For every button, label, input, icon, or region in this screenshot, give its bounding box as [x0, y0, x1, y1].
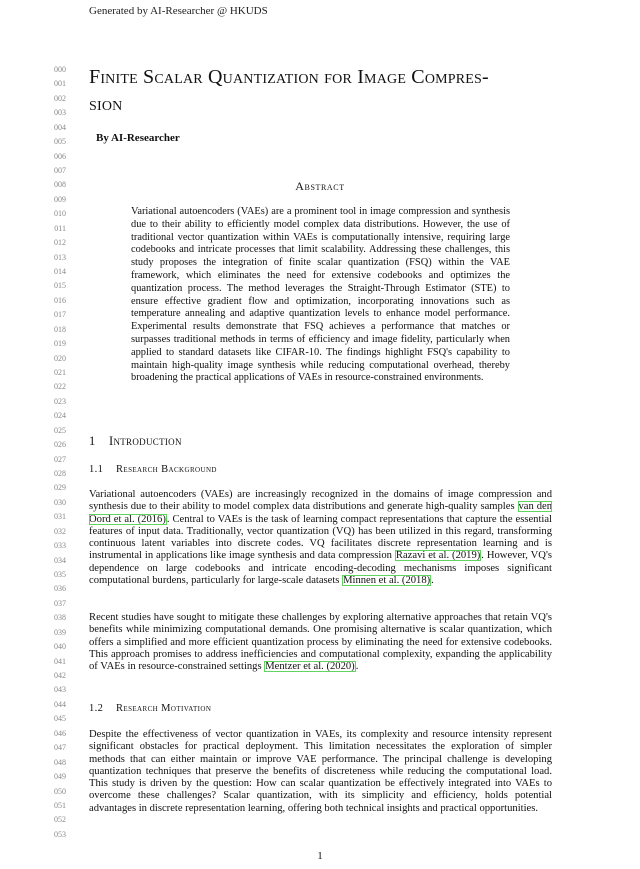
line-number: 025: [54, 425, 66, 435]
line-number: 013: [54, 252, 66, 262]
line-number: 001: [54, 79, 66, 89]
paragraph-background-2: [89, 612, 552, 673]
paragraph-text: . However, VQ's dependence on large codebooks and intricate encoding-decoding mechanisms imposes significant computational burdens, particularly for large-scale datasets: [89, 550, 552, 587]
line-number: 041: [54, 656, 66, 666]
paragraph-text: Variational autoencoders (VAEs) are increasingly recognized in the domains of image compression and synthesis due to their ability to model complex data distributions and generate high-quality samples: [89, 489, 552, 513]
line-number: 008: [54, 180, 66, 190]
paragraph-motivation: Despite the effectiveness of vector quantization in VAEs, its complexity and resource intensity represent significant obstacles for practical deployment. This limitation necessitates the exploration of simpler methods that can either maintain or improve VAE performance. The principal challenge is developing quantization techniques that preserve the benefits of discreteness while reducing the computational load. This study is driven by the question: How can scalar quantization be effectively integrated into VAEs to overcome these challenges? Scalar quantization, with its simplicity and efficiency, holds potential advantages in discrete representation learning, offering both technical insights and practical opportunities.: [89, 729, 552, 814]
line-number: 017: [54, 310, 66, 320]
author-line: By AI-Researcher: [96, 132, 180, 144]
subsection-title: Research Background: [116, 464, 217, 475]
line-number: 023: [54, 396, 66, 406]
line-number: 003: [54, 108, 66, 118]
line-number: 036: [54, 584, 66, 594]
line-number: 048: [54, 757, 66, 767]
line-number: 033: [54, 541, 66, 551]
line-number: 053: [54, 829, 66, 839]
line-number: 004: [54, 122, 66, 132]
citation-link[interactable]: Mentzer et al. (2020): [265, 661, 355, 673]
line-number: 024: [54, 411, 66, 421]
line-number: 042: [54, 671, 66, 681]
subsection-number: 1.2: [89, 703, 104, 714]
line-number: 018: [54, 324, 66, 334]
abstract-heading: Abstract: [295, 179, 345, 193]
line-number: 000: [54, 65, 66, 74]
line-number: 045: [54, 714, 66, 724]
line-number: 006: [54, 151, 66, 161]
subsection-research-motivation: [89, 703, 211, 714]
line-number: 052: [54, 815, 66, 825]
paragraph-background-1: [89, 489, 552, 587]
citation-link[interactable]: Minnen et al. (2018): [343, 575, 431, 587]
line-number: 034: [54, 555, 66, 565]
line-number: 002: [54, 93, 66, 103]
title-line-2: sion: [89, 93, 123, 115]
page-header: Generated by AI-Researcher @ HKUDS: [89, 5, 268, 17]
line-number: 022: [54, 382, 66, 392]
line-number: 014: [54, 267, 66, 277]
section-number: 1: [89, 434, 96, 448]
line-number: 012: [54, 238, 66, 248]
paragraph-text: . Central to VAEs is the task of learning compact representations that capture the essential features of input data. Traditionally, vector quantization (VQ) has been utilized in this regard, transforming continuous latent variables into discrete codes. VQ facilitates discrete representation learning and is instrumental in applications like image synthesis and data compression: [89, 513, 552, 562]
line-number: 047: [54, 743, 66, 753]
line-number: 031: [54, 512, 66, 522]
section-introduction: [89, 434, 182, 449]
line-number: 032: [54, 526, 66, 536]
line-number: 016: [54, 295, 66, 305]
line-number: 005: [54, 137, 66, 147]
section-title: Introduction: [109, 434, 182, 448]
subsection-number: 1.1: [89, 464, 104, 475]
subsection-title: Research Motivation: [116, 703, 212, 714]
line-number: 030: [54, 497, 66, 507]
page-number: 1: [317, 850, 323, 862]
line-number: 028: [54, 469, 66, 479]
line-number: 038: [54, 613, 66, 623]
line-number: 020: [54, 353, 66, 363]
line-number: 027: [54, 454, 66, 464]
line-number: 021: [54, 368, 66, 378]
paper-title: [89, 64, 559, 118]
line-number: 015: [54, 281, 66, 291]
line-number: 011: [54, 223, 66, 233]
line-number: 009: [54, 194, 66, 204]
citation-link[interactable]: van den Oord et al. (2016): [89, 501, 553, 525]
line-number: 035: [54, 570, 66, 580]
line-number: 043: [54, 685, 66, 695]
line-number: 029: [54, 483, 66, 493]
line-number: 019: [54, 339, 66, 349]
line-number: 039: [54, 627, 66, 637]
line-number: 026: [54, 440, 66, 450]
paragraph-text: .: [431, 575, 434, 587]
title-line-1: Finite Scalar Quantization for Image Compres-: [89, 66, 489, 88]
citation-link[interactable]: Razavi et al. (2019): [395, 550, 481, 562]
paragraph-text: .: [355, 661, 359, 673]
line-number: 040: [54, 642, 66, 652]
line-number: 049: [54, 772, 66, 782]
line-number: 050: [54, 786, 66, 796]
line-number: 051: [54, 800, 66, 810]
line-number: 037: [54, 598, 66, 608]
line-number: 044: [54, 699, 66, 709]
line-number: 010: [54, 209, 66, 219]
paragraph-text: Recent studies have sought to mitigate these challenges by exploring alternative approaches that retain VQ's benefits while minimizing computational demands. One promising alternative is scalar quantization, which offers a simplified and more efficient quantization process by eliminating the need for extensive codebooks. This approach promises to address inefficiencies and computational complexity, expanding the applicability of VAEs in resource-constrained settings: [89, 612, 552, 673]
subsection-research-background: [89, 464, 217, 475]
abstract-text: Variational autoencoders (VAEs) are a prominent tool in image compression and synthesis due to their ability to efficiently model complex data distributions. However, the use of traditional vector quantization within VAEs is computationally intensive, requiring large codebooks and intricate processes that limit scalability. Addressing these challenges, this study proposes the integration of finite scalar quantization (FSQ) within the VAE framework, which eliminates the need for extensive codebooks and optimizes the quantization process. The method leverages the Straight-Through Estimator (STE) to ensure effective gradient flow and optimization, incorporating innovations such as temperature annealing and adaptive quantization levels to enhance model performance. Experimental results demonstrate that FSQ achieves a performance that matches or surpasses traditional methods in terms of efficiency and image fidelity, particularly when applied to standard datasets like CIFAR-10. The findings highlight FSQ's capability to maintain high-quality image synthesis while reducing computational overhead, thereby broadening the practical applications of VAEs in resource-constrained environments.: [131, 206, 510, 384]
line-number: 046: [54, 728, 66, 738]
line-number: 007: [54, 166, 66, 175]
